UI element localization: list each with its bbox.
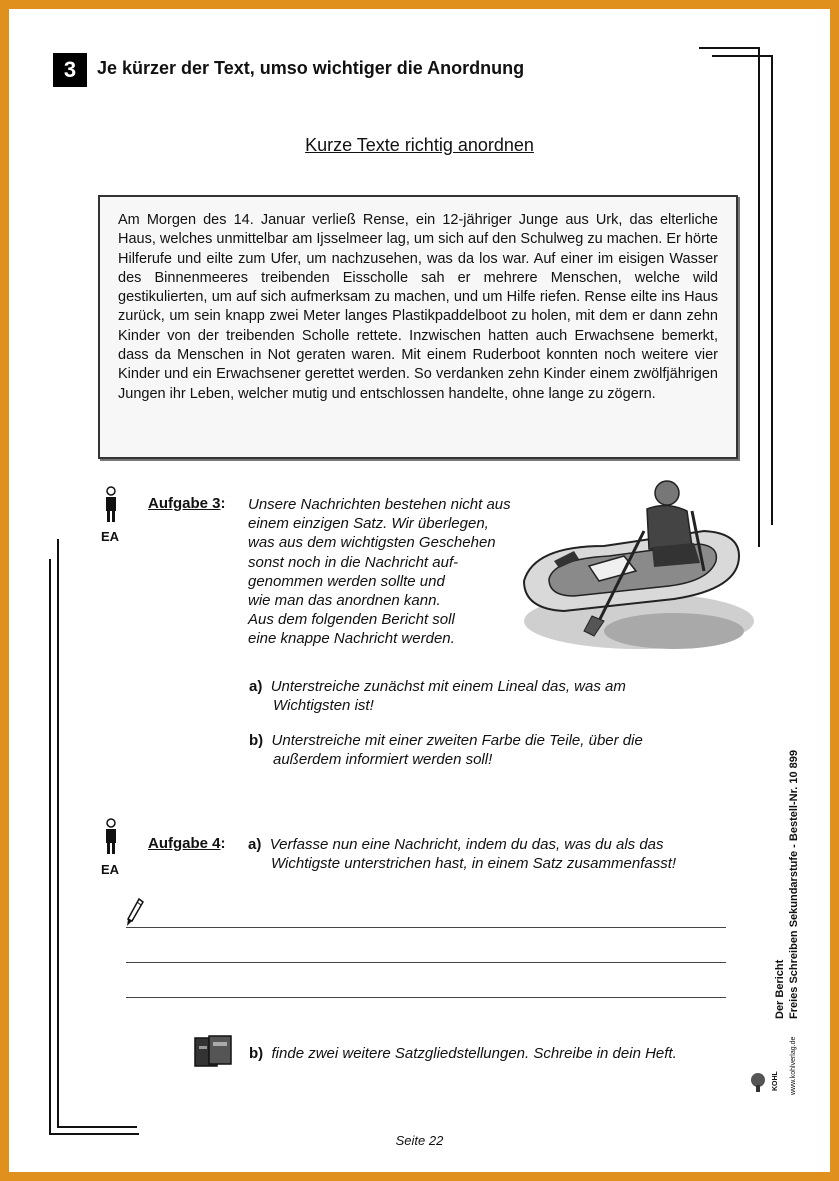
task4-label-colon: : (220, 835, 226, 852)
task3-a-line: Wichtigsten ist! (273, 697, 374, 715)
frame-line-top-1 (699, 47, 759, 49)
task3-intro-line: wie man das anordnen kann. (248, 592, 441, 610)
notebook-icon (193, 1034, 233, 1068)
task3-intro-line: einem einzigen Satz. Wir überlegen, (248, 515, 489, 533)
writing-line[interactable] (126, 962, 726, 963)
person-icon (103, 486, 119, 524)
task3-intro-line: eine knappe Nachricht werden. (248, 630, 455, 648)
publisher-url: www.kohlverlag.de (790, 1036, 797, 1095)
frame-line-left-2 (57, 539, 59, 1127)
publisher-name: KOHL (772, 1071, 779, 1091)
task4-a-line: Wichtigste unterstrichen hast, in einem Satz zusammenfasst! (271, 855, 677, 873)
task3-b-line: außerdem informiert werden soll! (273, 751, 493, 769)
publisher-logo-icon (747, 1071, 769, 1093)
person-icon (103, 818, 119, 856)
task3-mode-label: EA (101, 529, 120, 544)
task3-intro-line: Unsere Nachrichten bestehen nicht aus (248, 496, 511, 513)
writing-line[interactable] (126, 927, 726, 928)
frame-line-top-2 (712, 55, 772, 57)
side-series-title: Der Bericht (774, 959, 786, 1019)
task4-label-text: Aufgabe 4 (148, 835, 221, 852)
worksheet-page (9, 9, 830, 1172)
story-text-box: Am Morgen des 14. Januar verließ Rense, ein 12-jähriger Junge aus Urk, das elterliche Haus, welches unmittelbar am Ijsselmeer lag, um sich auf den Schulweg zu machen. Er hörte Hilferufe und eilte zum Ufer, um nachzusehen, was da los war. Auf einer im eisigen Wasser des Binnenmeeres treibenden Eisscholle sah er mehrere Menschen, welche wild gestikulierten, um auf sich aufmerksam zu machen, und um Hilfe riefen. Rense eilte ins Haus zurück, um sein knapp zwei Meter langes Plastikpaddelboot zu holen, mit dem er dann zehn Kinder von der treibenden Scholle rettete. Inzwischen hatten auch Erwachsene bemerkt, dass da Menschen in Not geraten waren. Mit einem Ruderboot konnten noch weitere vier Kinder und ein Erwachsener gerettet werden. So verdanken zehn Kinder einem zwölfjährigen Jungen ihr Leben, welcher mutig und entschlossen handelte, ohne lange zu zögern. (98, 195, 738, 459)
task4-b-label: b) (249, 1045, 264, 1062)
task3-intro (248, 495, 511, 649)
task4-b-text: finde zwei weitere Satzgliedstellungen. Schreibe in dein Heft. (271, 1045, 677, 1062)
task3-b-line: Unterstreiche mit einer zweiten Farbe die Teile, über die (271, 732, 643, 749)
task4-b (249, 1044, 677, 1063)
task3-a-label: a) (249, 678, 263, 695)
chapter-number-badge: 3 (53, 53, 87, 87)
task4-mode-label: EA (101, 862, 120, 877)
task4-a-line: Verfasse nun eine Nachricht, indem du das, was du als das (269, 836, 664, 853)
section-title: Kurze Texte richtig anordnen (305, 135, 534, 155)
chapter-title: Je kürzer der Text, umso wichtiger die Anordnung (97, 58, 525, 78)
task3-label-text: Aufgabe 3 (148, 495, 221, 512)
task3-intro-line: Aus dem folgenden Bericht soll (248, 611, 455, 629)
task3-intro-line: genommen werden sollte und (248, 572, 445, 590)
writing-line[interactable] (126, 997, 726, 998)
boat-illustration (504, 471, 764, 661)
pencil-icon (125, 897, 145, 927)
task3-a-line: Unterstreiche zunächst mit einem Lineal das, was am (270, 678, 626, 695)
task3-intro-line: sonst noch in die Nachricht auf- (248, 553, 459, 571)
task4-a-label: a) (248, 836, 262, 853)
task3-b (249, 731, 643, 769)
page-number: Seite 22 (395, 1133, 444, 1148)
frame-line-right-2 (771, 55, 773, 525)
side-product-info: Freies Schreiben Sekundarstufe - Bestell-Nr. 10 899 (788, 749, 800, 1019)
frame-line-bottom-2 (57, 1126, 137, 1128)
task3-label-colon: : (220, 495, 226, 512)
task4-label (148, 835, 226, 852)
frame-line-left-1 (49, 559, 51, 1134)
task3-label (148, 495, 226, 512)
task3-b-label: b) (249, 732, 264, 749)
task3-a (249, 677, 626, 715)
task3-intro-line: was aus dem wichtigsten Geschehen (248, 534, 496, 552)
task4-a (248, 835, 676, 873)
